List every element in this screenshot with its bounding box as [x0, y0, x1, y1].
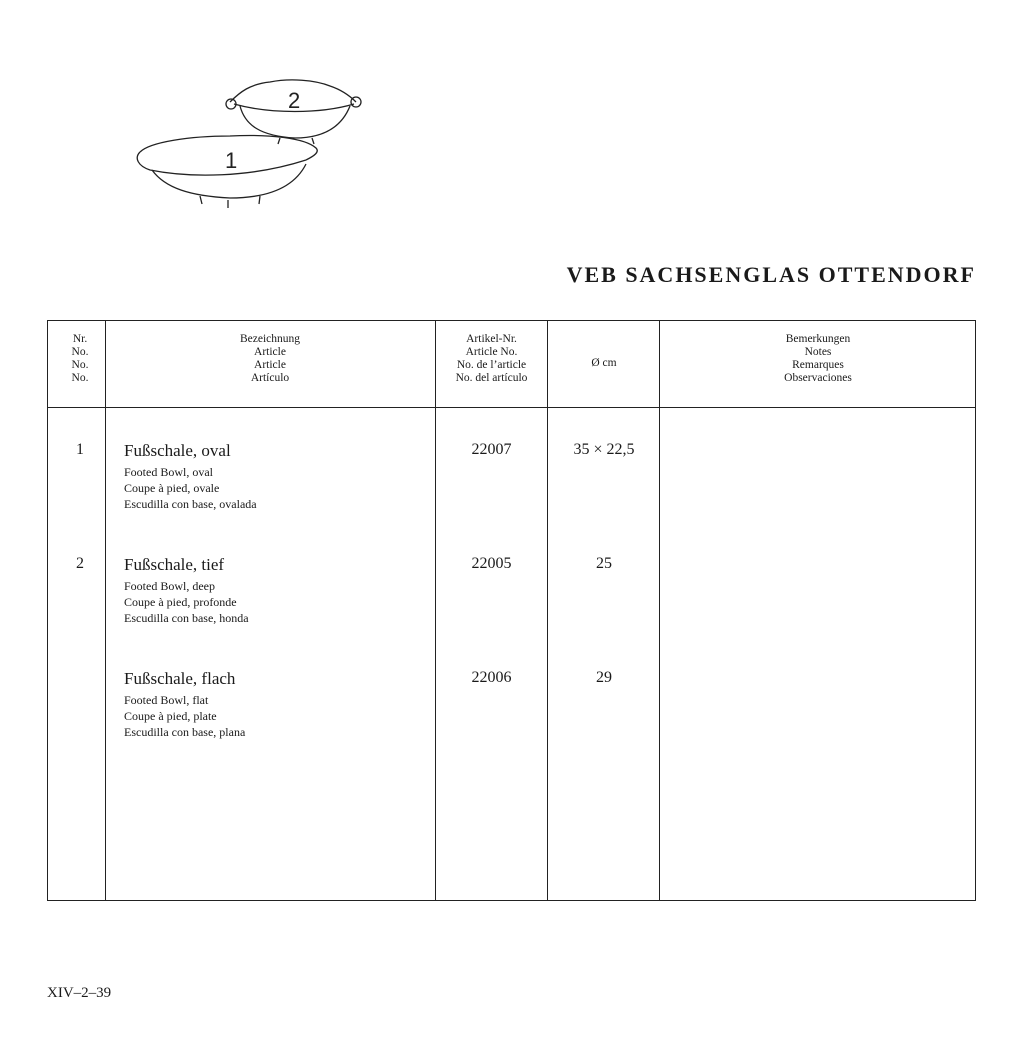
- row-article-no: 22006: [471, 669, 512, 686]
- row-diameter: 29: [596, 669, 612, 686]
- header-notes-en: Notes: [804, 346, 832, 358]
- row-article: [124, 555, 424, 626]
- header-nr-es: No.: [71, 372, 89, 384]
- article-name-de: Fußschale, oval: [124, 441, 231, 460]
- header-diameter: Ø cm: [591, 357, 617, 369]
- header-divider: [48, 407, 975, 408]
- header-article-no-de: Artikel-Nr.: [466, 333, 517, 345]
- header-article-de: Bezeichnung: [239, 333, 301, 345]
- table-row: [48, 441, 977, 541]
- article-name-fr: Coupe à pied, plate: [124, 709, 217, 723]
- bowl-1-rim-lower: [137, 152, 306, 175]
- article-name-en: Footed Bowl, flat: [124, 693, 209, 707]
- row-article: [124, 669, 424, 740]
- row-article: [124, 441, 424, 512]
- article-name-fr: Coupe à pied, ovale: [124, 481, 220, 495]
- article-name-es: Escudilla con base, plana: [124, 725, 246, 739]
- article-name-es: Escudilla con base, ovalada: [124, 497, 257, 511]
- row-diameter: 25: [596, 555, 612, 572]
- header-article-no: [436, 333, 547, 385]
- bowl-1-label: 1: [225, 148, 238, 173]
- row-nr: 1: [76, 441, 84, 458]
- company-name: VEB SACHSENGLAS OTTENDORF: [566, 262, 976, 287]
- row-diameter: 35 × 22,5: [573, 441, 635, 458]
- bowl-2-label: 2: [288, 88, 301, 113]
- page-number: XIV–2–39: [47, 985, 112, 1001]
- header-nr-fr: No.: [71, 359, 89, 371]
- header-article-no-fr: No. de l’article: [456, 359, 527, 371]
- header-nr: [56, 333, 104, 385]
- article-name-de: Fußschale, flach: [124, 669, 236, 688]
- article-name-en: Footed Bowl, deep: [124, 579, 215, 593]
- table-row: [48, 669, 977, 769]
- row-article-no: 22005: [471, 555, 512, 572]
- header-article-fr: Article: [254, 359, 286, 371]
- header-notes-fr: Remarques: [792, 359, 844, 371]
- bowls-illustration: [130, 70, 370, 220]
- article-name-fr: Coupe à pied, profonde: [124, 595, 237, 609]
- bowl-2-handle-right: [351, 97, 361, 107]
- header-nr-en: No.: [71, 346, 89, 358]
- header-notes: [660, 333, 976, 385]
- header-notes-de: Bemerkungen: [785, 333, 851, 345]
- header-article-en: Article: [254, 346, 286, 358]
- header-article-es: Artículo: [250, 372, 290, 384]
- article-name-de: Fußschale, tief: [124, 555, 225, 574]
- catalog-table: [47, 320, 976, 901]
- header-notes-es: Observaciones: [784, 372, 852, 384]
- row-article-no: 22007: [471, 441, 512, 458]
- header-nr-de: Nr.: [72, 333, 88, 345]
- row-nr: 2: [76, 555, 84, 572]
- article-name-es: Escudilla con base, honda: [124, 611, 249, 625]
- article-name-en: Footed Bowl, oval: [124, 465, 213, 479]
- header-article: [106, 333, 434, 385]
- table-row: [48, 555, 977, 655]
- header-article-no-en: Article No.: [465, 346, 518, 358]
- header-article-no-es: No. del artículo: [455, 372, 528, 384]
